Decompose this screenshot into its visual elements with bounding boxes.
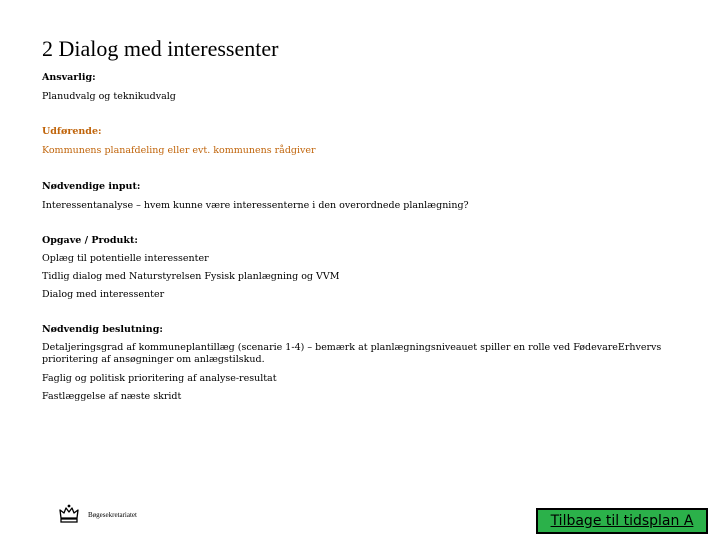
back-to-schedule-button[interactable]: Tilbage til tidsplan A bbox=[536, 508, 708, 534]
beslutning-line: Faglig og politisk prioritering af analyse-resultat bbox=[42, 373, 277, 384]
input-line: Interessentanalyse – hvem kunne være interessenterne i den overordnede planlægning? bbox=[42, 200, 469, 211]
section-heading-input: Nødvendige input: bbox=[42, 181, 141, 192]
footer-org: Bøgesekretariatet bbox=[88, 511, 137, 519]
beslutning-line: Fastlæggelse af næste skridt bbox=[42, 391, 182, 402]
section-heading-ansvarlig: Ansvarlig: bbox=[42, 72, 96, 83]
udforende-line: Kommunens planafdeling eller evt. kommunens rådgiver bbox=[42, 145, 316, 156]
beslutning-line: Detaljeringsgrad af kommuneplantillæg (scenarie 1-4) – bemærk at planlægningsniveauet spiller en rolle ved FødevareErhvervs prioritering af ansøgninger om anlægstilskud. bbox=[42, 342, 662, 365]
opgave-line: Tidlig dialog med Naturstyrelsen Fysisk planlægning og VVM bbox=[42, 271, 340, 282]
section-heading-udforende: Udførende: bbox=[42, 126, 102, 137]
section-heading-opgave: Opgave / Produkt: bbox=[42, 235, 138, 246]
crown-icon bbox=[58, 503, 80, 525]
opgave-line: Dialog med interessenter bbox=[42, 289, 165, 300]
section-heading-beslutning: Nødvendig beslutning: bbox=[42, 324, 163, 335]
page-title: 2 Dialog med interessenter bbox=[42, 36, 279, 61]
ansvarlig-line: Planudvalg og teknikudvalg bbox=[42, 91, 176, 102]
opgave-line: Oplæg til potentielle interessenter bbox=[42, 253, 209, 264]
